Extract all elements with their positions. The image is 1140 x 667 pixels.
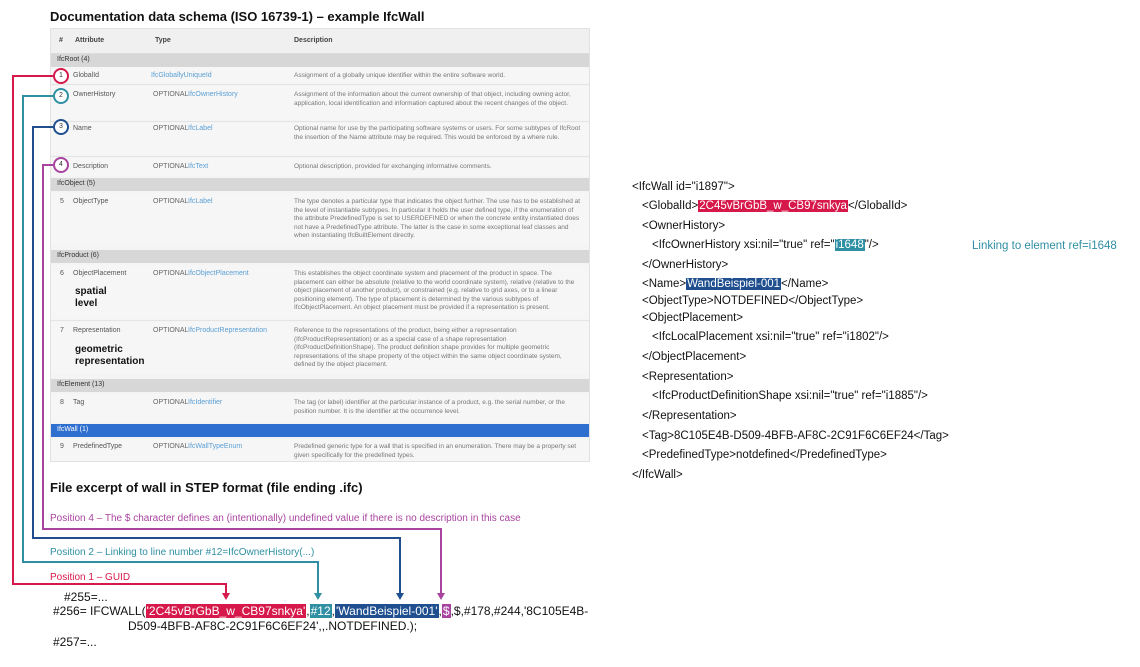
- xml-objectplacement-close: </ObjectPlacement>: [642, 351, 747, 363]
- row-type-link[interactable]: IfcLabel: [188, 198, 213, 205]
- row-description: Predefined generic type for a wall that is specified in an enumeration. There may be a property set given specifically for the predefined types.: [294, 443, 577, 459]
- row-description: Reference to the representations of the product, being either a representation (IfcProductRepresentation) or as a special case of a shape representation (IfcProductDefinitionShape). The product definition shape provides for multiple geometric representations of the shape property of the object within the same object coordinate system, defined by the object placement.: [294, 327, 562, 369]
- row-index: 5: [60, 198, 64, 205]
- connector-1-drop: [225, 583, 227, 593]
- table-row-tag: [51, 394, 589, 422]
- row-attribute: Name: [73, 125, 92, 132]
- ownerhistory-ref-highlight: #12: [310, 604, 331, 618]
- step-rest: ,$,#178,#244,'8C105E4B-: [450, 604, 589, 618]
- group-label: IfcWall (1): [57, 426, 89, 433]
- row-attribute: Description: [73, 163, 109, 170]
- row-description: Assignment of a globally unique identifier within the entire software world.: [294, 72, 506, 79]
- connector-2-drop: [317, 561, 319, 593]
- connector-1-bottom: [12, 583, 226, 585]
- table-row-globalid: [51, 67, 589, 83]
- row-optional: OPTIONAL: [153, 125, 189, 132]
- schema-title: Documentation data schema (ISO 16739-1) – example IfcWall: [50, 9, 425, 24]
- xml-ownerhistory-close: </OwnerHistory>: [642, 259, 729, 271]
- step-comma: ,: [306, 604, 310, 618]
- xml-tag: <IfcOwnerHistory xsi:nil="true" ref=": [652, 239, 835, 251]
- row-attribute: Tag: [73, 399, 85, 406]
- arrow-4-icon: [437, 593, 445, 600]
- row-attribute: ObjectPlacement: [73, 270, 127, 277]
- row-index: 9: [60, 443, 64, 450]
- row-attribute: OwnerHistory: [73, 91, 116, 98]
- row-attribute: ObjectType: [73, 198, 109, 205]
- group-label: IfcRoot (4): [57, 56, 90, 63]
- table-row-objecttype: [51, 193, 589, 245]
- step-comma: ,: [331, 604, 335, 618]
- step-line-257: #257=...: [53, 635, 97, 649]
- xml-objectplacement-open: <ObjectPlacement>: [642, 312, 744, 324]
- arrow-3-icon: [396, 593, 404, 600]
- group-label: IfcProduct (6): [57, 252, 100, 259]
- annotation-geometric: geometric: [75, 344, 123, 355]
- table-row-predefinedtype: [51, 439, 589, 461]
- row-type-link[interactable]: IfcGloballyUniqueId: [151, 72, 212, 79]
- xml-tag: </GlobalId>: [847, 200, 908, 212]
- arrow-2-icon: [314, 593, 322, 600]
- connector-3-bottom: [32, 537, 400, 539]
- row-optional: OPTIONAL: [153, 163, 189, 170]
- row-description: Optional description, provided for exchanging informative comments.: [294, 163, 492, 170]
- connector-2-vertical: [22, 95, 24, 561]
- row-divider: [51, 121, 589, 122]
- row-optional: OPTIONAL: [153, 443, 189, 450]
- group-ifcwall: [51, 424, 589, 437]
- row-divider: [51, 156, 589, 157]
- name-highlight: 'WandBeispiel-001': [336, 604, 438, 618]
- group-ifcproduct: [51, 250, 589, 263]
- row-type-link[interactable]: IfcObjectPlacement: [188, 270, 249, 277]
- header-attribute: Attribute: [75, 37, 105, 44]
- row-optional: OPTIONAL: [153, 327, 189, 334]
- connector-1-top: [12, 75, 53, 77]
- guid-highlight: '2C45vBrGbB_w_CB97snkya': [146, 604, 306, 618]
- connector-4-vertical: [42, 164, 44, 528]
- row-optional: OPTIONAL: [153, 270, 189, 277]
- row-type-link[interactable]: IfcProductRepresentation: [188, 327, 267, 334]
- xml-representation-close: </Representation>: [642, 410, 737, 422]
- step-heading: File excerpt of wall in STEP format (file ending .ifc): [50, 480, 363, 495]
- row-type-link[interactable]: IfcLabel: [188, 125, 213, 132]
- xml-ownerhistory-ref: i1648: [835, 239, 864, 251]
- connector-4-bottom: [42, 528, 441, 530]
- row-type-link[interactable]: IfcWallTypeEnum: [188, 443, 243, 450]
- row-divider: [51, 84, 589, 85]
- group-ifcelement: [51, 379, 589, 392]
- xml-tag-element: <Tag>8C105E4B-D509-4BFB-AF8C-2C91F6C6EF24</Tag>: [642, 430, 949, 442]
- header-num: #: [59, 37, 63, 44]
- table-row-objectplacement: [51, 265, 589, 319]
- xml-localplacement: <IfcLocalPlacement xsi:nil="true" ref="i1802"/>: [652, 331, 889, 343]
- row-optional: OPTIONAL: [153, 399, 189, 406]
- xml-predefinedtype: <PredefinedType>notdefined</PredefinedType>: [642, 449, 887, 461]
- connector-4-drop: [440, 528, 442, 593]
- xml-tag: <Name>: [642, 278, 687, 290]
- step-comma: ,: [438, 604, 442, 618]
- row-attribute: GlobalId: [73, 72, 100, 79]
- table-row-representation: [51, 322, 589, 374]
- row-description: Assignment of the information about the current ownership of that object, including owning actor, application, local identification and information captured about the recent changes of the object.: [294, 91, 571, 107]
- row-description: This establishes the object coordinate system and placement of the product in space. The placement can either be absolute (relative to the world coordinate system), relative (relative to the object placement of another product), or constrained (e.g. relative to grid axes, or to a linear positioning element). The type of placement is determined by the various subtypes of IfcObjectPlacement. An object placement must be provided if a representation is present.: [294, 270, 575, 312]
- row-divider: [51, 320, 589, 321]
- xml-representation-open: <Representation>: [642, 371, 734, 383]
- header-type: Type: [155, 37, 171, 44]
- xml-name-value: WandBeispiel-001: [687, 278, 781, 290]
- position-2-marker: 2: [53, 88, 69, 104]
- row-attribute: Representation: [73, 327, 121, 334]
- xml-ifcownerhistory: [652, 239, 879, 251]
- xml-globalid: [642, 200, 907, 212]
- group-ifcroot: [51, 54, 589, 67]
- xml-ifcwall-close: </IfcWall>: [632, 469, 683, 481]
- connector-1-vertical: [12, 75, 14, 583]
- row-optional: OPTIONAL: [153, 198, 189, 205]
- xml-tag: </Name>: [781, 278, 829, 290]
- row-index: 8: [60, 399, 64, 406]
- row-type-link[interactable]: IfcIdentifier: [188, 399, 223, 406]
- step-prefix: #256= IFCWALL(: [53, 604, 146, 618]
- table-row-name: [51, 123, 589, 155]
- connector-3-vertical: [32, 126, 34, 537]
- schema-table: [50, 28, 590, 462]
- position-4-label: Position 4 – The $ character defines an (intentionally) undefined value if there is no description in this case: [50, 513, 521, 524]
- position-1-label: Position 1 – GUID: [50, 572, 131, 583]
- connector-3-top: [32, 126, 53, 128]
- arrow-1-icon: [222, 593, 230, 600]
- undefined-dollar-highlight: $: [442, 604, 450, 618]
- connector-3-drop: [399, 537, 401, 593]
- header-description: Description: [294, 37, 333, 44]
- xml-ifcwall-open: <IfcWall id="i1897">: [632, 181, 735, 193]
- position-2-label: Position 2 – Linking to line number #12=IfcOwnerHistory(...): [50, 547, 315, 558]
- xml-tag: "/>: [864, 239, 879, 251]
- group-label: IfcObject (5): [57, 180, 96, 187]
- position-1-marker: 1: [53, 68, 69, 84]
- group-ifcobject: [51, 178, 589, 191]
- step-line-256-continued: D509-4BFB-AF8C-2C91F6C6EF24',,.NOTDEFINED.);: [128, 619, 418, 633]
- annotation-spatial: spatial: [75, 286, 107, 297]
- row-description: The type denotes a particular type that indicates the object further. The use has to be established at the level of instantiable subtypes. In particular it holds the user defined type, if the enumeration of the attribute PredefinedType is set to USERDEFINED or when the concrete entity instantiated does not have a PredefinedType attribute. The latter is the case in some exceptional leaf classes and when instantiating IfcBuiltElement directly.: [294, 198, 581, 240]
- row-attribute: PredefinedType: [73, 443, 123, 450]
- position-4-marker: 4: [53, 157, 69, 173]
- row-index: 6: [60, 270, 64, 277]
- row-index: 7: [60, 327, 64, 334]
- row-description: The tag (or label) identifier at the particular instance of a product, e.g. the serial number, or the position number. It is the identifier at the occurrence level.: [294, 399, 565, 415]
- row-type-link[interactable]: IfcText: [188, 163, 209, 170]
- annotation-level: level: [75, 298, 98, 309]
- xml-objecttype: <ObjectType>NOTDEFINED</ObjectType>: [642, 295, 864, 307]
- xml-name: [642, 278, 828, 290]
- group-label: IfcElement (13): [57, 381, 105, 388]
- link-note: Linking to element ref=i1648: [972, 240, 1117, 252]
- step-line-256: [53, 604, 588, 618]
- row-type-link[interactable]: IfcOwnerHistory: [188, 91, 238, 98]
- table-header: [51, 29, 589, 54]
- table-row-description: [51, 158, 589, 176]
- position-3-marker: 3: [53, 119, 69, 135]
- step-line-255: #255=...: [64, 590, 108, 604]
- row-description: Optional name for use by the participating software systems or users. For some subtypes of IfcRoot the insertion of the Name attribute may be required. This would be enforced by a where rule.: [294, 125, 581, 141]
- connector-2-bottom: [22, 561, 318, 563]
- row-optional: OPTIONAL: [153, 91, 189, 98]
- connector-2-top: [22, 95, 53, 97]
- xml-ownerhistory-open: <OwnerHistory>: [642, 220, 726, 232]
- table-row-ownerhistory: [51, 86, 589, 120]
- xml-globalid-value: 2C45vBrGbB_w_CB97snkya: [699, 200, 847, 212]
- annotation-representation: representation: [75, 356, 145, 367]
- xml-tag: <GlobalId>: [642, 200, 699, 212]
- xml-productdefinitionshape: <IfcProductDefinitionShape xsi:nil="true" ref="i1885"/>: [652, 390, 928, 402]
